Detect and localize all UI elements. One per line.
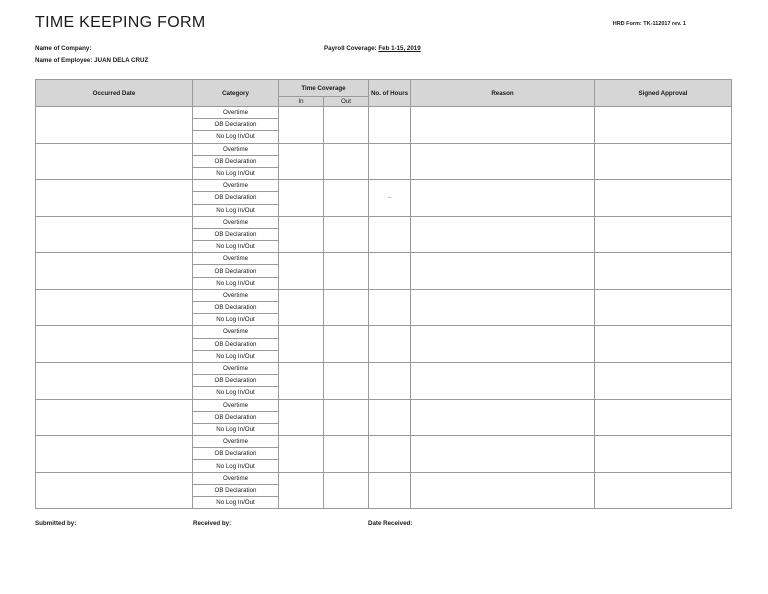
- received-by-label: Received by:: [193, 520, 232, 527]
- hours-cell[interactable]: [369, 289, 411, 326]
- payroll-value[interactable]: Feb 1-15, 2019: [378, 45, 421, 52]
- category-cell: OB Declaration: [193, 265, 279, 277]
- table-row: [36, 216, 732, 228]
- category-cell: OB Declaration: [193, 192, 279, 204]
- reason-cell[interactable]: [411, 143, 595, 180]
- category-cell: No Log In/Out: [193, 423, 279, 435]
- hours-cell[interactable]: [369, 107, 411, 144]
- signed-approval-cell[interactable]: [595, 180, 732, 217]
- signed-approval-cell[interactable]: [595, 326, 732, 363]
- time-out-cell[interactable]: [324, 326, 369, 363]
- category-cell: No Log In/Out: [193, 167, 279, 179]
- table-row: [36, 180, 732, 192]
- col-signed-approval: Signed Approval: [595, 80, 732, 107]
- form-title: TIME KEEPING FORM: [35, 14, 206, 31]
- time-in-cell[interactable]: [279, 472, 324, 509]
- time-in-cell[interactable]: [279, 143, 324, 180]
- time-out-cell[interactable]: [324, 472, 369, 509]
- hours-cell[interactable]: [369, 253, 411, 290]
- hours-cell[interactable]: -: [369, 180, 411, 217]
- category-cell: Overtime: [193, 326, 279, 338]
- time-in-cell[interactable]: [279, 216, 324, 253]
- time-out-cell[interactable]: [324, 180, 369, 217]
- occurred-date-cell[interactable]: [36, 143, 193, 180]
- time-in-cell[interactable]: [279, 107, 324, 144]
- date-received-label: Date Received:: [368, 520, 413, 527]
- time-in-cell[interactable]: [279, 326, 324, 363]
- category-cell: Overtime: [193, 436, 279, 448]
- category-cell: No Log In/Out: [193, 497, 279, 509]
- table-row: [36, 362, 732, 374]
- hours-cell[interactable]: [369, 143, 411, 180]
- category-cell: Overtime: [193, 399, 279, 411]
- hours-cell[interactable]: [369, 472, 411, 509]
- signed-approval-cell[interactable]: [595, 362, 732, 399]
- time-in-cell[interactable]: [279, 180, 324, 217]
- signed-approval-cell[interactable]: [595, 107, 732, 144]
- employee-field: [35, 57, 148, 64]
- table-row: [36, 436, 732, 448]
- reason-cell[interactable]: [411, 362, 595, 399]
- occurred-date-cell[interactable]: [36, 107, 193, 144]
- signed-approval-cell[interactable]: [595, 399, 732, 436]
- occurred-date-cell[interactable]: [36, 180, 193, 217]
- time-out-cell[interactable]: [324, 216, 369, 253]
- table-row: [36, 143, 732, 155]
- timekeeping-table: [35, 79, 732, 509]
- col-time-coverage: Time Coverage: [279, 80, 369, 97]
- category-cell: OB Declaration: [193, 411, 279, 423]
- company-label: Name of Company:: [35, 45, 92, 52]
- category-cell: OB Declaration: [193, 448, 279, 460]
- employee-value[interactable]: JUAN DELA CRUZ: [94, 57, 149, 64]
- company-field: [35, 45, 91, 52]
- category-cell: OB Declaration: [193, 338, 279, 350]
- time-in-cell[interactable]: [279, 289, 324, 326]
- category-cell: No Log In/Out: [193, 350, 279, 362]
- reason-cell[interactable]: [411, 326, 595, 363]
- category-cell: No Log In/Out: [193, 387, 279, 399]
- category-cell: OB Declaration: [193, 119, 279, 131]
- category-cell: Overtime: [193, 143, 279, 155]
- category-cell: No Log In/Out: [193, 241, 279, 253]
- time-in-cell[interactable]: [279, 399, 324, 436]
- payroll-coverage-field: [324, 45, 421, 52]
- category-cell: Overtime: [193, 472, 279, 484]
- occurred-date-cell[interactable]: [36, 216, 193, 253]
- employee-label: Name of Employee:: [35, 57, 93, 64]
- category-cell: OB Declaration: [193, 484, 279, 496]
- hours-cell[interactable]: [369, 216, 411, 253]
- col-category: Category: [193, 80, 279, 107]
- signed-approval-cell[interactable]: [595, 289, 732, 326]
- col-occurred-date: Occurred Date: [36, 80, 193, 107]
- form-number: HRD Form: TK-112017 rev. 1: [612, 21, 686, 27]
- col-reason: Reason: [411, 80, 595, 107]
- time-out-cell[interactable]: [324, 362, 369, 399]
- category-cell: No Log In/Out: [193, 460, 279, 472]
- time-out-cell[interactable]: [324, 436, 369, 473]
- payroll-label: Payroll Coverage:: [324, 45, 377, 52]
- reason-cell[interactable]: [411, 107, 595, 144]
- col-no-of-hours: No. of Hours: [369, 80, 411, 107]
- hours-cell[interactable]: [369, 436, 411, 473]
- occurred-date-cell[interactable]: [36, 399, 193, 436]
- time-out-cell[interactable]: [324, 253, 369, 290]
- occurred-date-cell[interactable]: [36, 289, 193, 326]
- category-cell: No Log In/Out: [193, 277, 279, 289]
- category-cell: OB Declaration: [193, 155, 279, 167]
- time-out-cell[interactable]: [324, 399, 369, 436]
- signed-approval-cell[interactable]: [595, 216, 732, 253]
- reason-cell[interactable]: [411, 472, 595, 509]
- category-cell: Overtime: [193, 107, 279, 119]
- occurred-date-cell[interactable]: [36, 253, 193, 290]
- reason-cell[interactable]: [411, 399, 595, 436]
- hours-cell[interactable]: [369, 362, 411, 399]
- time-out-cell[interactable]: [324, 289, 369, 326]
- col-out: Out: [324, 97, 369, 107]
- reason-cell[interactable]: [411, 216, 595, 253]
- submitted-by-label: Submitted by:: [35, 520, 77, 527]
- table-row: [36, 326, 732, 338]
- occurred-date-cell[interactable]: [36, 472, 193, 509]
- signed-approval-cell[interactable]: [595, 472, 732, 509]
- reason-cell[interactable]: [411, 253, 595, 290]
- time-in-cell[interactable]: [279, 253, 324, 290]
- time-out-cell[interactable]: [324, 143, 369, 180]
- hours-cell[interactable]: [369, 326, 411, 363]
- reason-cell[interactable]: [411, 289, 595, 326]
- category-cell: OB Declaration: [193, 228, 279, 240]
- table-row: [36, 399, 732, 411]
- time-in-cell[interactable]: [279, 436, 324, 473]
- time-out-cell[interactable]: [324, 107, 369, 144]
- reason-cell[interactable]: [411, 436, 595, 473]
- category-cell: Overtime: [193, 216, 279, 228]
- table-row: [36, 472, 732, 484]
- reason-cell[interactable]: [411, 180, 595, 217]
- time-in-cell[interactable]: [279, 362, 324, 399]
- category-cell: No Log In/Out: [193, 131, 279, 143]
- occurred-date-cell[interactable]: [36, 436, 193, 473]
- occurred-date-cell[interactable]: [36, 362, 193, 399]
- signed-approval-cell[interactable]: [595, 436, 732, 473]
- signed-approval-cell[interactable]: [595, 253, 732, 290]
- signed-approval-cell[interactable]: [595, 143, 732, 180]
- category-cell: OB Declaration: [193, 302, 279, 314]
- table-row: [36, 253, 732, 265]
- occurred-date-cell[interactable]: [36, 326, 193, 363]
- hours-cell[interactable]: [369, 399, 411, 436]
- table-row: [36, 289, 732, 301]
- table-row: [36, 107, 732, 119]
- category-cell: Overtime: [193, 253, 279, 265]
- category-cell: No Log In/Out: [193, 204, 279, 216]
- category-cell: Overtime: [193, 362, 279, 374]
- category-cell: Overtime: [193, 289, 279, 301]
- category-cell: No Log In/Out: [193, 314, 279, 326]
- category-cell: OB Declaration: [193, 375, 279, 387]
- col-in: In: [279, 97, 324, 107]
- category-cell: Overtime: [193, 180, 279, 192]
